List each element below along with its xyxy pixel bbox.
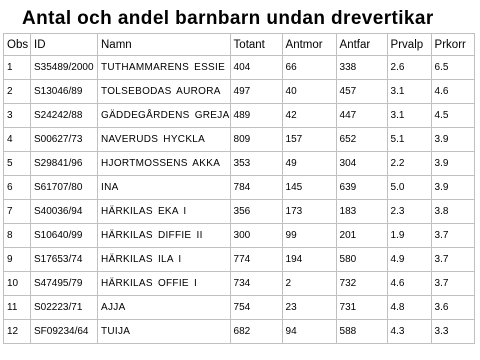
cell-name: HJORTMOSSENS AKKA xyxy=(98,152,231,176)
cell-antmor: 42 xyxy=(282,104,336,128)
column-header-prvalp: Prvalp xyxy=(387,34,431,56)
table-header xyxy=(4,34,475,56)
column-header-totant: Totant xyxy=(230,34,282,56)
table-row xyxy=(4,320,475,344)
table-row xyxy=(4,224,475,248)
cell-prvalp: 5.1 xyxy=(387,128,431,152)
cell-prkorr: 3.7 xyxy=(431,272,474,296)
cell-name: INA xyxy=(98,176,231,200)
cell-prvalp: 3.1 xyxy=(387,104,431,128)
cell-prkorr: 3.9 xyxy=(431,152,474,176)
cell-id: S61707/80 xyxy=(31,176,98,200)
cell-name: TUTHAMMARENS ESSIE xyxy=(98,56,231,80)
cell-antmor: 173 xyxy=(282,200,336,224)
cell-name: NAVERUDS HYCKLA xyxy=(98,128,231,152)
cell-totant: 774 xyxy=(230,248,282,272)
cell-name: HÄRKILAS OFFIE I xyxy=(98,272,231,296)
cell-name: HÄRKILAS EKA I xyxy=(98,200,231,224)
cell-prvalp: 4.9 xyxy=(387,248,431,272)
cell-totant: 404 xyxy=(230,56,282,80)
cell-obs: 1 xyxy=(4,56,31,80)
header-row xyxy=(4,34,475,56)
data-table xyxy=(3,33,475,344)
cell-obs: 5 xyxy=(4,152,31,176)
cell-prvalp: 4.3 xyxy=(387,320,431,344)
cell-antfar: 580 xyxy=(336,248,387,272)
cell-id: S29841/96 xyxy=(31,152,98,176)
cell-id: S17653/74 xyxy=(31,248,98,272)
cell-id: S13046/89 xyxy=(31,80,98,104)
column-header-obs: Obs xyxy=(4,34,31,56)
cell-totant: 300 xyxy=(230,224,282,248)
cell-name: GÄDDEGÅRDENS GREJA xyxy=(98,104,231,128)
cell-antfar: 652 xyxy=(336,128,387,152)
cell-antfar: 457 xyxy=(336,80,387,104)
cell-antmor: 194 xyxy=(282,248,336,272)
cell-antmor: 49 xyxy=(282,152,336,176)
cell-obs: 3 xyxy=(4,104,31,128)
cell-totant: 682 xyxy=(230,320,282,344)
cell-totant: 734 xyxy=(230,272,282,296)
cell-totant: 489 xyxy=(230,104,282,128)
table-row xyxy=(4,128,475,152)
cell-totant: 497 xyxy=(230,80,282,104)
cell-id: SF09234/64 xyxy=(31,320,98,344)
cell-antmor: 99 xyxy=(282,224,336,248)
cell-id: S24242/88 xyxy=(31,104,98,128)
cell-antfar: 447 xyxy=(336,104,387,128)
cell-totant: 754 xyxy=(230,296,282,320)
table-row xyxy=(4,248,475,272)
cell-prvalp: 2.6 xyxy=(387,56,431,80)
table-row xyxy=(4,56,475,80)
table-row xyxy=(4,200,475,224)
cell-prvalp: 3.1 xyxy=(387,80,431,104)
cell-prkorr: 3.7 xyxy=(431,248,474,272)
cell-antfar: 304 xyxy=(336,152,387,176)
column-header-id: ID xyxy=(31,34,98,56)
table-row xyxy=(4,272,475,296)
cell-id: S10640/99 xyxy=(31,224,98,248)
cell-totant: 353 xyxy=(230,152,282,176)
cell-id: S47495/79 xyxy=(31,272,98,296)
cell-antfar: 731 xyxy=(336,296,387,320)
cell-obs: 7 xyxy=(4,200,31,224)
table-row xyxy=(4,104,475,128)
report-title: Antal och andel barnbarn undan drevertikar xyxy=(22,8,434,29)
cell-antmor: 2 xyxy=(282,272,336,296)
cell-antmor: 23 xyxy=(282,296,336,320)
cell-antfar: 338 xyxy=(336,56,387,80)
column-header-prkorr: Prkorr xyxy=(431,34,474,56)
cell-obs: 8 xyxy=(4,224,31,248)
cell-antfar: 588 xyxy=(336,320,387,344)
column-header-antmor: Antmor xyxy=(282,34,336,56)
cell-name: HÄRKILAS DIFFIE II xyxy=(98,224,231,248)
table-row xyxy=(4,176,475,200)
cell-obs: 9 xyxy=(4,248,31,272)
cell-antmor: 145 xyxy=(282,176,336,200)
cell-prvalp: 1.9 xyxy=(387,224,431,248)
cell-prkorr: 4.5 xyxy=(431,104,474,128)
cell-totant: 356 xyxy=(230,200,282,224)
cell-prvalp: 4.6 xyxy=(387,272,431,296)
cell-antmor: 157 xyxy=(282,128,336,152)
cell-prvalp: 2.2 xyxy=(387,152,431,176)
cell-obs: 12 xyxy=(4,320,31,344)
cell-prkorr: 3.3 xyxy=(431,320,474,344)
cell-obs: 10 xyxy=(4,272,31,296)
cell-prvalp: 5.0 xyxy=(387,176,431,200)
cell-obs: 11 xyxy=(4,296,31,320)
cell-obs: 4 xyxy=(4,128,31,152)
cell-prkorr: 3.8 xyxy=(431,200,474,224)
cell-antfar: 732 xyxy=(336,272,387,296)
cell-antfar: 201 xyxy=(336,224,387,248)
cell-antmor: 66 xyxy=(282,56,336,80)
cell-prkorr: 6.5 xyxy=(431,56,474,80)
column-header-antfar: Antfar xyxy=(336,34,387,56)
cell-prkorr: 3.7 xyxy=(431,224,474,248)
cell-prkorr: 4.6 xyxy=(431,80,474,104)
cell-name: AJJA xyxy=(98,296,231,320)
table-row xyxy=(4,152,475,176)
column-header-name: Namn xyxy=(98,34,231,56)
cell-antfar: 639 xyxy=(336,176,387,200)
table-row xyxy=(4,80,475,104)
table-body xyxy=(4,56,475,344)
cell-antfar: 183 xyxy=(336,200,387,224)
cell-prvalp: 2.3 xyxy=(387,200,431,224)
cell-id: S40036/94 xyxy=(31,200,98,224)
cell-name: HÄRKILAS ILA I xyxy=(98,248,231,272)
cell-antmor: 94 xyxy=(282,320,336,344)
cell-obs: 6 xyxy=(4,176,31,200)
cell-prkorr: 3.9 xyxy=(431,176,474,200)
cell-antmor: 40 xyxy=(282,80,336,104)
cell-id: S00627/73 xyxy=(31,128,98,152)
cell-id: S35489/2000 xyxy=(31,56,98,80)
cell-prvalp: 4.8 xyxy=(387,296,431,320)
cell-name: TOLSEBODAS AURORA xyxy=(98,80,231,104)
cell-obs: 2 xyxy=(4,80,31,104)
cell-name: TUIJA xyxy=(98,320,231,344)
cell-prkorr: 3.9 xyxy=(431,128,474,152)
cell-prkorr: 3.6 xyxy=(431,296,474,320)
cell-id: S02223/71 xyxy=(31,296,98,320)
cell-totant: 809 xyxy=(230,128,282,152)
table-row xyxy=(4,296,475,320)
cell-totant: 784 xyxy=(230,176,282,200)
